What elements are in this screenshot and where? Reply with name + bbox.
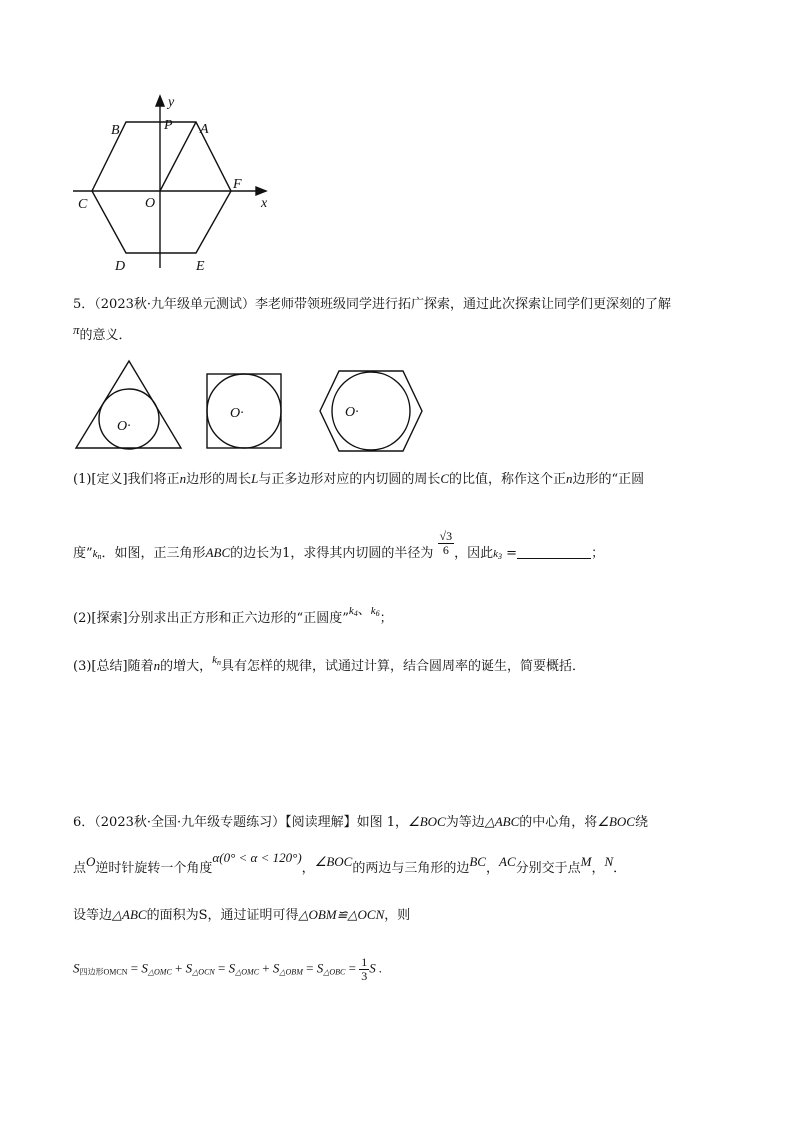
text: ； (591, 546, 605, 561)
plus: + (171, 960, 186, 976)
var-l: L (251, 471, 259, 486)
fraction-denominator: 3 (361, 969, 368, 983)
fraction-numerator: 1 (361, 955, 368, 969)
sub-omc: △OMC (147, 967, 172, 977)
plus: + (259, 960, 273, 976)
text: ； (379, 611, 393, 626)
text: ， (591, 861, 605, 876)
radius-fraction (438, 530, 455, 557)
point-n: N (604, 854, 614, 869)
text: (1)[定义]我们将正 (73, 472, 180, 487)
answer-blank[interactable] (517, 546, 591, 559)
text: 的增大， (160, 659, 213, 674)
var-s: S (141, 960, 148, 976)
text: (3)[总结]随着 (73, 659, 154, 674)
q5-part3 (73, 654, 585, 679)
q6-area-equation (73, 956, 382, 983)
text: 的面积为S，通过证明可得 (146, 908, 299, 923)
text: 的中心角，将 (519, 815, 598, 830)
text: 的比值，称作这个正 (449, 472, 567, 487)
var-k: k (493, 548, 499, 560)
side-bc: BC (469, 854, 486, 869)
q5-number: 5． (73, 297, 95, 312)
text: ， (301, 861, 315, 876)
label-x: x (261, 196, 268, 211)
var-s: S (73, 960, 80, 976)
text: 如图 1， (356, 815, 409, 830)
sub-n: n (97, 552, 102, 561)
q5-part1-line2 (73, 529, 605, 567)
text: S . (369, 960, 383, 976)
hexagon-small (320, 371, 422, 451)
q5-text2: 的意义． (79, 328, 132, 343)
sub-4: 4 (353, 609, 358, 618)
hexagon-coordinate-figure (0, 0, 800, 280)
sub-omc: △OMC (235, 967, 260, 977)
var-n: n (566, 471, 573, 486)
fraction-denominator: 6 (442, 543, 449, 557)
triangle-center-label: O· (117, 419, 131, 434)
label-d: D (115, 259, 126, 274)
var-k: k (348, 605, 354, 617)
sub-ocn: △OCN (192, 967, 215, 977)
alpha-range: α(0° < α < 120°) (212, 850, 302, 865)
equals: = (302, 960, 317, 976)
label-p: P (164, 118, 173, 133)
var-s: S (316, 960, 324, 976)
angle-boc: ∠BOC (408, 814, 446, 829)
q5-part1-line1 (73, 470, 644, 489)
text: ，则 (384, 908, 411, 923)
text: 设等边 (73, 908, 113, 923)
one-third-fraction (359, 956, 369, 983)
angle-boc: ∠BOC (314, 854, 353, 869)
var-k: k (92, 548, 98, 560)
var-n: n (153, 658, 161, 673)
label-e: E (196, 259, 205, 274)
text: 的两边与三角形的边 (352, 861, 470, 876)
side-ac: AC (499, 854, 516, 869)
q6-tag: 【阅读理解】 (285, 815, 357, 830)
label-f: F (233, 177, 242, 192)
triangle-abc: △ABC (112, 907, 147, 922)
var-s: S (228, 960, 236, 976)
sub-obc: △OBC (323, 967, 346, 977)
sub-quad: 四边形OMCN (79, 967, 128, 977)
text: 绕 (634, 815, 648, 830)
label-y: y (168, 95, 175, 110)
label-b: B (111, 123, 120, 138)
text: ．如图，正三角形 (101, 546, 206, 561)
text: 具有怎样的规律，试通过计算，结合圆周率的诞生，简要概括． (220, 659, 585, 674)
var-k: k (212, 654, 217, 666)
text: 分别交于点 (515, 861, 581, 876)
separator: 、 (357, 603, 371, 618)
triangle (76, 361, 181, 448)
var-s: S (185, 960, 193, 976)
q6-line2 (73, 850, 627, 878)
q6-number: 6． (73, 815, 95, 830)
text: (2)[探索]分别求出正方形和正六边形的“正圆度” (73, 611, 349, 626)
x-axis-arrow (256, 187, 266, 195)
q5-part2 (73, 603, 393, 631)
point-m: M (580, 854, 592, 869)
y-axis-arrow (156, 96, 164, 106)
text: 的边长为1，求得其内切圆的半径为 (230, 546, 434, 561)
angle-boc: ∠BOC (597, 814, 635, 829)
label-o: O (145, 196, 156, 211)
sub-obm: △OBM (279, 967, 303, 977)
inscribed-circles-figure (0, 350, 800, 460)
q5-source: （2023秋·九年级单元测试） (94, 297, 255, 312)
text: 边形的周长 (186, 472, 252, 487)
point-o: O (86, 854, 96, 869)
var-n: n (179, 471, 187, 486)
q5-text1: 李老师带领班级同学进行拓广探索，通过此次探索让同学们更深刻的了解 (255, 297, 672, 312)
var-s: S (272, 960, 280, 976)
congruence: △OBM≌△OCN (298, 907, 385, 922)
text: ，因此 (454, 546, 494, 561)
var-abc: ABC (205, 545, 231, 560)
label-c: C (78, 197, 88, 212)
hexagon-center-label: O· (345, 405, 359, 420)
equals: = (214, 960, 229, 976)
text: 逆时针旋转一个角度 (95, 861, 213, 876)
triangle-abc: △ABC (484, 814, 520, 829)
equals: = (345, 960, 360, 976)
equals: = (127, 960, 142, 976)
text: ， (485, 861, 499, 876)
text: ． (613, 861, 627, 876)
sub-3: 3 (498, 552, 503, 561)
sub-n: n (216, 658, 221, 667)
label-a: A (200, 122, 209, 137)
text: 为等边 (445, 815, 485, 830)
q5-line2 (73, 322, 132, 345)
square-incircle (207, 374, 281, 448)
text: 点 (73, 861, 87, 876)
text: 边形的“正圆 (572, 472, 645, 487)
var-c: C (440, 471, 449, 486)
q6-line3 (73, 906, 410, 925)
q6-line1 (73, 813, 648, 832)
text: 度” (73, 546, 93, 561)
fraction-numerator: √3 (439, 529, 453, 543)
text: 与正多边形对应的内切圆的周长 (258, 472, 441, 487)
sub-6: 6 (375, 609, 380, 618)
pi-symbol: π (73, 322, 80, 337)
var-k: k (370, 605, 376, 617)
square-center-label: O· (230, 406, 244, 421)
equals: = (502, 546, 518, 561)
q5-line1 (73, 296, 671, 314)
q6-source: （2023秋·全国·九年级专题练习） (94, 815, 286, 830)
hexagon-incircle (332, 372, 410, 450)
